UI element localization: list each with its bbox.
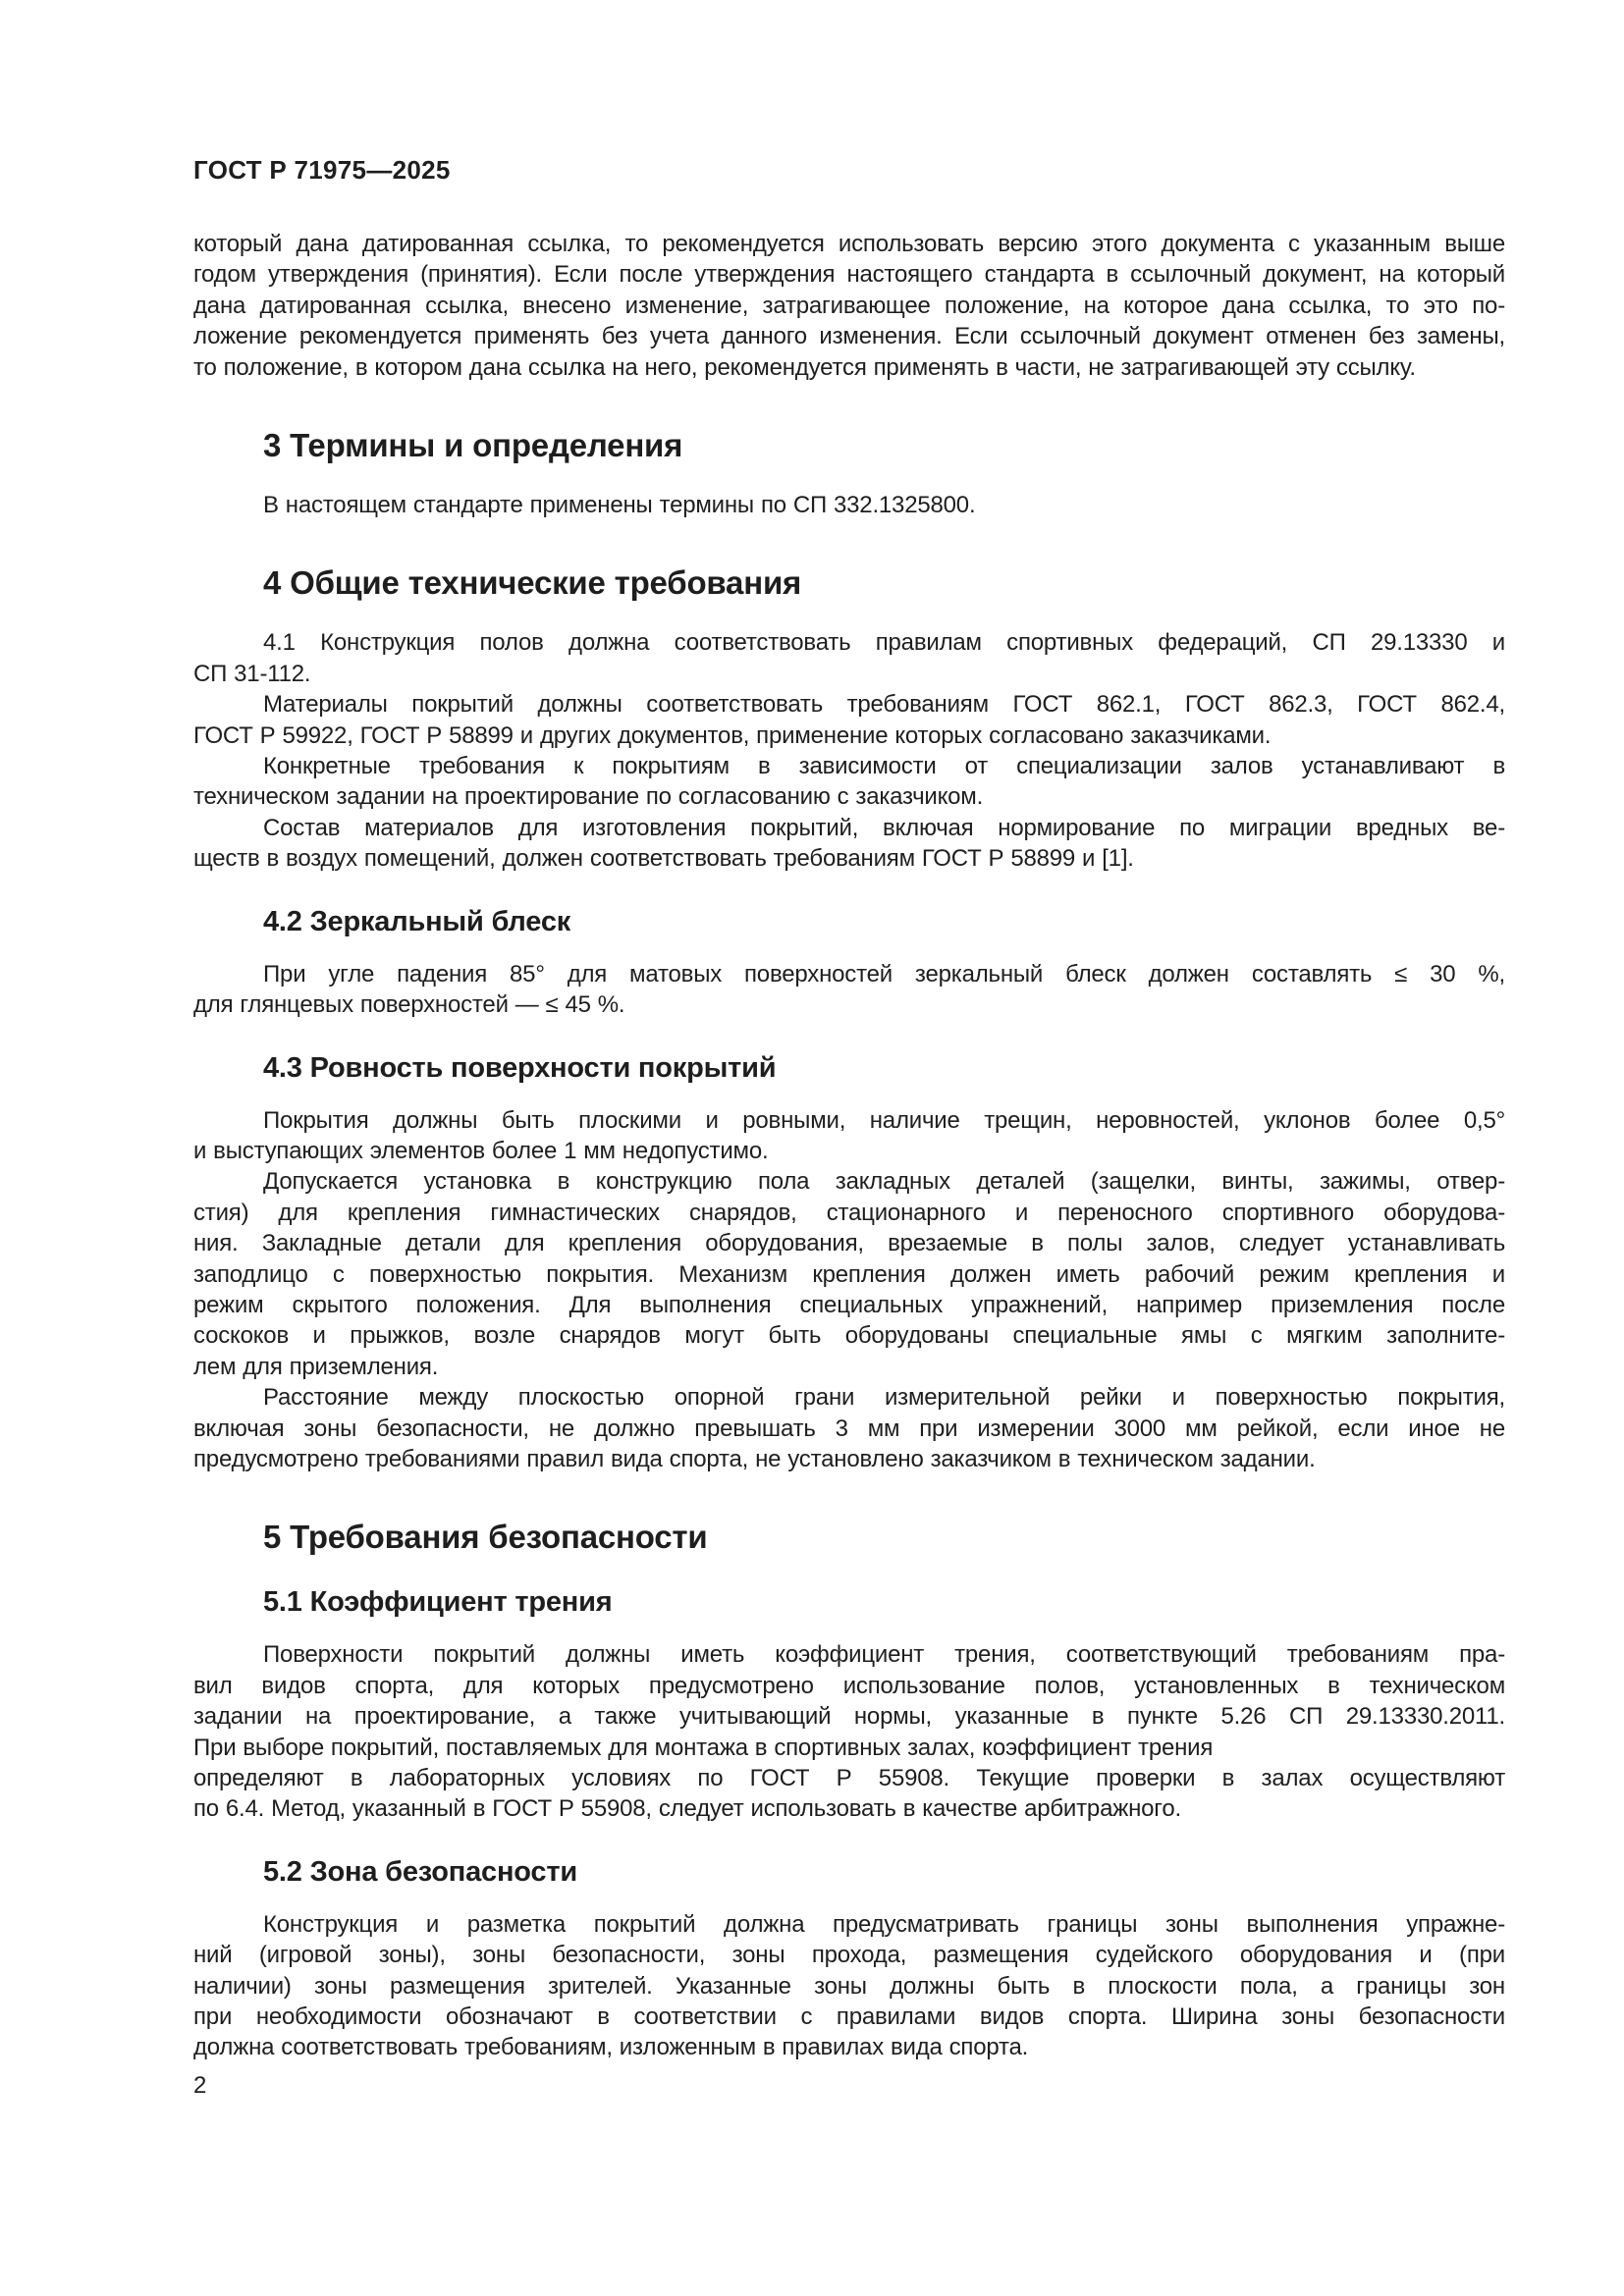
text-line: и выступающих элементов более 1 мм недопустимо. <box>193 1137 769 1164</box>
text-line: то положение, в котором дана ссылка на него, рекомендуется применять в части, не затрагивающей эту ссылку. <box>193 353 1416 381</box>
section-heading: 3 Термины и определения <box>263 427 683 464</box>
document-body <box>193 229 1505 2063</box>
text-line: СП 31-112. <box>193 660 311 687</box>
page-number: 2 <box>193 2071 207 2099</box>
section-heading: 4 Общие технические требования <box>263 564 802 602</box>
document-code-header: ГОСТ Р 71975—2025 <box>193 155 451 185</box>
text-line: дана датированная ссылка, внесено изменение, затрагивающее положение, на которое дана ссылка, то это по- <box>193 292 1505 319</box>
text-line: по 6.4. Метод, указанный в ГОСТ Р 55908, следует использовать в качестве арбитражного. <box>193 1795 1181 1823</box>
text-line: режим скрытого положения. Для выполнения специальных упражнений, например приземления после <box>193 1291 1505 1318</box>
text-line: который дана датированная ссылка, то рекомендуется использовать версию этого документа с указанным выше <box>193 231 1505 257</box>
text-line: При угле падения 85° для матовых поверхностей зеркальный блеск должен составлять ≤ 30 %, <box>263 960 1505 988</box>
text-line: наличии) зоны размещения зрителей. Указанные зоны должны быть в плоскости пола, а границы зон <box>193 1972 1505 2000</box>
text-line: ний (игровой зоны), зоны безопасности, зоны прохода, размещения судейского оборудования и (при <box>193 1942 1505 1969</box>
section-heading: 5 Требования безопасности <box>263 1519 708 1556</box>
text-line: Расстояние между плоскостью опорной грани измерительной рейки и поверхностью покрытия, <box>263 1384 1505 1412</box>
text-line: Покрытия должны быть плоскими и ровными, наличие трещин, неровностей, уклонов более 0,5° <box>263 1106 1505 1134</box>
paragraph <box>193 1763 1505 1825</box>
text-line: предусмотрено требованиями правил вида спорта, не установлено заказчиком в техническом задании. <box>193 1445 1316 1472</box>
paragraph <box>193 627 1505 689</box>
paragraph <box>193 1382 1505 1474</box>
text-line: задании на проектирование, а также учитывающий нормы, указанные в пункте 5.26 СП 29.13330.2011. <box>193 1703 1505 1731</box>
paragraph <box>193 1105 1505 1167</box>
subsection-heading: 4.3 Ровность поверхности покрытий <box>263 1051 777 1084</box>
text-line: определяют в лабораторных условиях по ГОСТ Р 55908. Текущие проверки в залах осуществляют <box>193 1765 1505 1791</box>
paragraph <box>193 959 1505 1021</box>
text-line: Конкретные требования к покрытиям в зависимости от специализации залов устанавливают в <box>263 753 1505 780</box>
text-line: ществ в воздух помещений, должен соответствовать требованиям ГОСТ Р 58899 и [1]. <box>193 845 1134 873</box>
text-line: ГОСТ Р 59922, ГОСТ Р 58899 и других документов, применение которых согласовано заказчиками. <box>193 721 1272 749</box>
paragraph <box>193 813 1505 875</box>
text-line: лем для приземления. <box>193 1353 439 1380</box>
paragraph <box>193 1639 1505 1763</box>
text-line: В настоящем стандарте применены термины по СП 332.1325800. <box>263 492 976 519</box>
document-content <box>193 154 1505 2101</box>
text-line: соскоков и прыжков, возле снарядов могут быть оборудованы специальные ямы с мягким заполните- <box>193 1322 1505 1350</box>
text-line: ложение рекомендуется применять без учета данного изменения. Если ссылочный документ отменен без замены, <box>193 323 1505 350</box>
text-line: вил видов спорта, для которых предусмотрено использование полов, установленных в техническом <box>193 1672 1505 1699</box>
text-line: Состав материалов для изготовления покрытий, включая нормирование по миграции вредных ве- <box>263 814 1505 841</box>
text-line: Материалы покрытий должны соответствовать требованиям ГОСТ 862.1, ГОСТ 862.3, ГОСТ 862.4, <box>263 691 1505 719</box>
subsection-heading: 5.2 Зона безопасности <box>263 1855 577 1888</box>
text-line: техническом задании на проектирование по согласованию с заказчиком. <box>193 783 984 811</box>
paragraph <box>193 689 1505 751</box>
text-line: стия) для крепления гимнастических снарядов, стационарного и переносного спортивного оборудова- <box>193 1199 1505 1226</box>
subsection-heading: 4.2 Зеркальный блеск <box>263 905 571 937</box>
paragraph <box>193 1166 1505 1382</box>
text-line: ния. Закладные детали для крепления оборудования, врезаемые в полы залов, следует устанавливать <box>193 1230 1505 1257</box>
text-line: При выборе покрытий, поставляемых для монтажа в спортивных залах, коэффициент трения <box>193 1734 1214 1761</box>
text-line: должна соответствовать требованиям, изложенным в правилах вида спорта. <box>193 2034 1029 2061</box>
text-line: Допускается установка в конструкцию пола закладных деталей (защелки, винты, зажимы, отвер- <box>263 1168 1505 1196</box>
paragraph <box>193 1909 1505 2063</box>
paragraph <box>193 751 1505 813</box>
text-line: включая зоны безопасности, не должно превышать 3 мм при измерении 3000 мм рейкой, если иное не <box>193 1415 1505 1442</box>
paragraph <box>193 229 1505 383</box>
text-line: годом утверждения (принятия). Если после утверждения настоящего стандарта в ссылочный документ, на который <box>193 261 1505 289</box>
text-line: Поверхности покрытий должны иметь коэффициент трения, соответствующий требованиям пра- <box>263 1641 1505 1669</box>
text-line: 4.1 Конструкция полов должна соответствовать правилам спортивных федераций, СП 29.13330 и <box>263 629 1505 657</box>
paragraph <box>193 490 1505 520</box>
text-line: Конструкция и разметка покрытий должна предусматривать границы зоны выполнения упражне- <box>263 1910 1505 1938</box>
text-line: при необходимости обозначают в соответствии с правилами видов спорта. Ширина зоны безопасности <box>193 2003 1505 2031</box>
text-line: для глянцевых поверхностей — ≤ 45 %. <box>193 991 625 1019</box>
subsection-heading: 5.1 Коэффициент трения <box>263 1586 613 1619</box>
text-line: заподлицо с поверхностью покрытия. Механизм крепления должен иметь рабочий режим крепления и <box>193 1260 1505 1288</box>
